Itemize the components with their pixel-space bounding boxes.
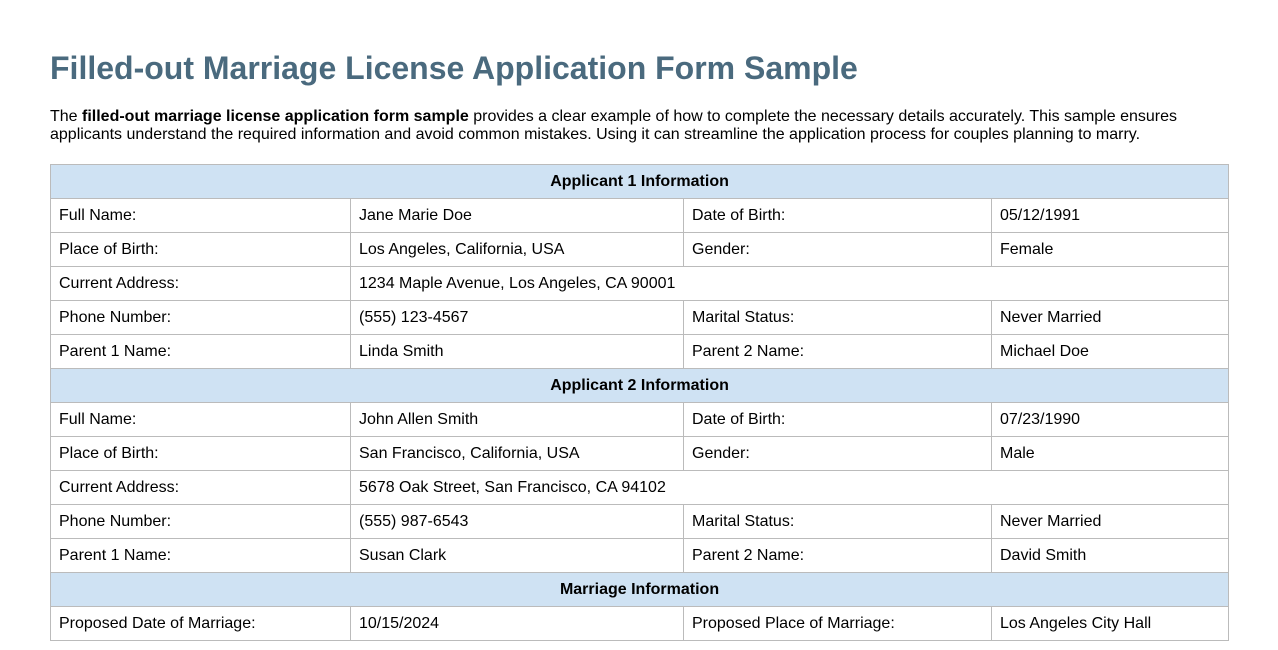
field-label: Date of Birth: <box>684 199 992 233</box>
applicant2-marital-status: Never Married <box>992 505 1229 539</box>
applicant1-full-name: Jane Marie Doe <box>351 199 684 233</box>
section-header-row <box>51 573 1229 607</box>
field-label: Parent 1 Name: <box>51 335 351 369</box>
field-label: Gender: <box>684 233 992 267</box>
application-form-table <box>50 164 1229 641</box>
section-header-row <box>51 165 1229 199</box>
intro-prefix: The <box>50 108 83 125</box>
intro-suffix: provides a clear example of how to complete the necessary details accurately. This sample ensures applicants understand the required information and avoid common mistakes. Using it can streamline the application process for couples planning to marry. <box>50 108 1177 143</box>
table-row <box>51 267 1229 301</box>
field-label: Place of Birth: <box>51 233 351 267</box>
marriage-place: Los Angeles City Hall <box>992 607 1229 641</box>
table-row <box>51 233 1229 267</box>
applicant2-full-name: John Allen Smith <box>351 403 684 437</box>
table-row <box>51 471 1229 505</box>
applicant1-dob: 05/12/1991 <box>992 199 1229 233</box>
field-label: Current Address: <box>51 267 351 301</box>
table-row <box>51 335 1229 369</box>
field-label: Full Name: <box>51 199 351 233</box>
table-row <box>51 607 1229 641</box>
applicant1-address: 1234 Maple Avenue, Los Angeles, CA 90001 <box>351 267 1229 301</box>
field-label: Date of Birth: <box>684 403 992 437</box>
field-label: Phone Number: <box>51 505 351 539</box>
applicant2-parent2: David Smith <box>992 539 1229 573</box>
field-label: Marital Status: <box>684 505 992 539</box>
applicant2-gender: Male <box>992 437 1229 471</box>
applicant1-parent2: Michael Doe <box>992 335 1229 369</box>
applicant2-phone: (555) 987-6543 <box>351 505 684 539</box>
applicant2-pob: San Francisco, California, USA <box>351 437 684 471</box>
applicant1-parent1: Linda Smith <box>351 335 684 369</box>
section-header-row <box>51 369 1229 403</box>
table-row <box>51 403 1229 437</box>
table-row <box>51 301 1229 335</box>
marriage-date: 10/15/2024 <box>351 607 684 641</box>
applicant1-heading: Applicant 1 Information <box>51 165 1229 199</box>
field-label: Phone Number: <box>51 301 351 335</box>
applicant2-heading: Applicant 2 Information <box>51 369 1229 403</box>
applicant2-parent1: Susan Clark <box>351 539 684 573</box>
field-label: Parent 1 Name: <box>51 539 351 573</box>
marriage-heading: Marriage Information <box>51 573 1229 607</box>
field-label: Gender: <box>684 437 992 471</box>
field-label: Marital Status: <box>684 301 992 335</box>
table-row <box>51 539 1229 573</box>
applicant1-marital-status: Never Married <box>992 301 1229 335</box>
applicant1-pob: Los Angeles, California, USA <box>351 233 684 267</box>
applicant2-address: 5678 Oak Street, San Francisco, CA 94102 <box>351 471 1229 505</box>
field-label: Proposed Place of Marriage: <box>684 607 992 641</box>
field-label: Parent 2 Name: <box>684 539 992 573</box>
table-row <box>51 199 1229 233</box>
field-label: Proposed Date of Marriage: <box>51 607 351 641</box>
intro-paragraph <box>50 108 1228 144</box>
table-row <box>51 437 1229 471</box>
table-row <box>51 505 1229 539</box>
page-title: Filled-out Marriage License Application Form Sample <box>50 50 858 86</box>
applicant1-gender: Female <box>992 233 1229 267</box>
field-label: Place of Birth: <box>51 437 351 471</box>
field-label: Current Address: <box>51 471 351 505</box>
intro-bold: filled-out marriage license application form sample <box>82 108 469 125</box>
field-label: Full Name: <box>51 403 351 437</box>
field-label: Parent 2 Name: <box>684 335 992 369</box>
applicant1-phone: (555) 123-4567 <box>351 301 684 335</box>
applicant2-dob: 07/23/1990 <box>992 403 1229 437</box>
